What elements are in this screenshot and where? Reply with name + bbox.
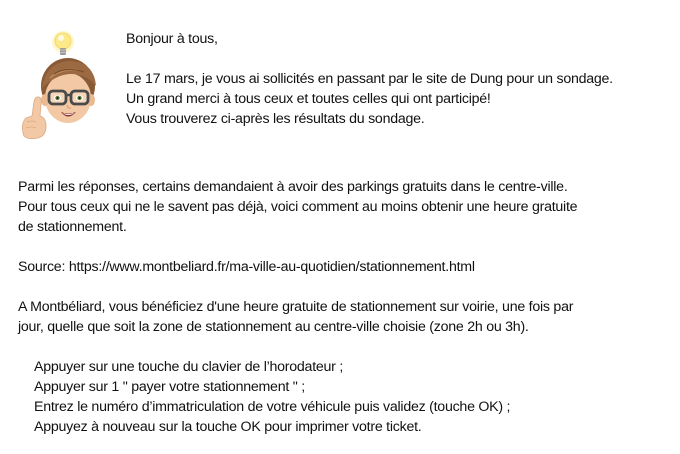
step-item: Appuyer sur une touche du clavier de l’horodateur ; — [34, 359, 344, 375]
source-link-text: Source: https://www.montbeliard.fr/ma-ville-au-quotidien/stationnement.html — [18, 259, 475, 275]
step-item: Appuyer sur 1 " payer votre stationnement " ; — [34, 379, 305, 395]
paragraph-line: jour, quelle que soit la zone de stationnement au centre-ville choisie (zone 2h ou 3h). — [18, 319, 529, 335]
paragraph-line: A Montbéliard, vous bénéficiez d'une heure gratuite de stationnement sur voirie, une fois par — [18, 299, 574, 315]
intro-line: Un grand merci à tous ceux et toutes celles qui ont participé! — [126, 91, 491, 107]
greeting: Bonjour à tous, — [126, 31, 218, 47]
step-item: Entrez le numéro d’immatriculation de votre véhicule puis validez (touche OK) ; — [34, 399, 511, 415]
memoji-lightbulb-icon — [10, 28, 110, 140]
paragraph-line: Parmi les réponses, certains demandaient à avoir des parkings gratuits dans le centre-ville. — [18, 179, 568, 195]
paragraph-line: de stationnement. — [18, 219, 127, 235]
step-item: Appuyez à nouveau sur la touche OK pour imprimer votre ticket. — [34, 419, 422, 435]
intro-line: Le 17 mars, je vous ai sollicités en passant par le site de Dung pour un sondage. — [126, 71, 613, 87]
paragraph-line: Pour tous ceux qui ne le savent pas déjà, voici comment au moins obtenir une heure gratuite — [18, 199, 578, 215]
intro-line: Vous trouverez ci-après les résultats du sondage. — [126, 111, 425, 127]
